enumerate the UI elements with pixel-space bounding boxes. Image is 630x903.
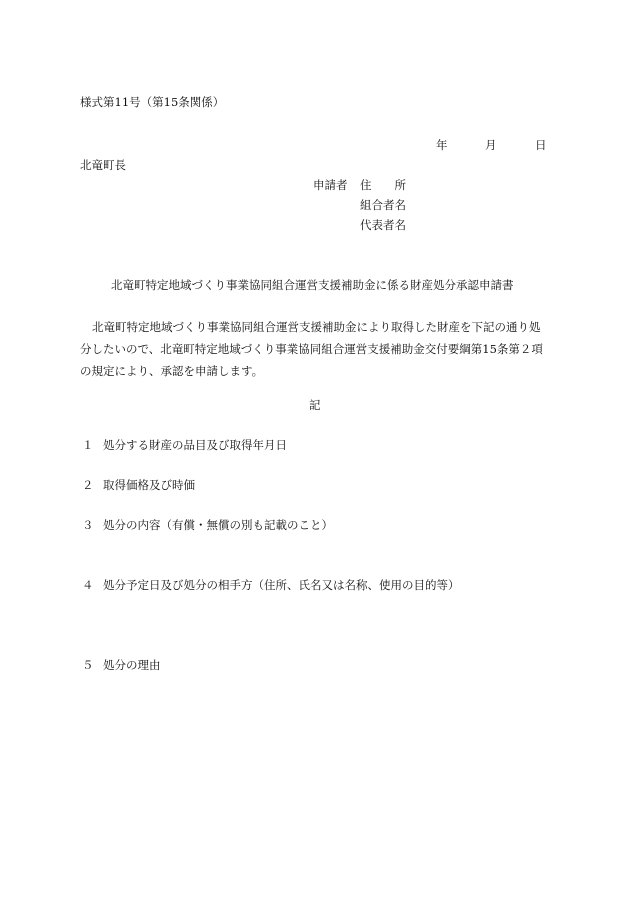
item-2-number: ２ xyxy=(82,478,94,492)
item-2-text: 取得価格及び時価 xyxy=(103,478,195,492)
item-3-number: ３ xyxy=(82,518,94,532)
association-name-label: 組合者名 xyxy=(360,198,406,212)
item-5-text: 処分の理由 xyxy=(103,658,161,672)
date-year-label: 年 xyxy=(436,138,448,152)
addressee: 北竜町長 xyxy=(80,158,126,172)
form-number: 様式第11号（第15条関係） xyxy=(80,95,225,109)
item-3-text: 処分の内容（有償・無償の別も記載のこと） xyxy=(103,518,333,532)
item-1-number: １ xyxy=(82,438,94,452)
ki-heading: 記 xyxy=(309,398,321,412)
item-4-number: ４ xyxy=(82,578,94,592)
item-4-text: 処分予定日及び処分の相手方（住所、氏名又は名称、使用の目的等） xyxy=(103,578,460,592)
body-paragraph: 北竜町特定地域づくり事業協同組合運営支援補助金により取得した財産を下記の通り処分したいので、北竜町特定地域づくり事業協同組合運営支援補助金交付要綱第15条第２項の規定により、承認を申請します。 xyxy=(80,320,543,378)
item-5-number: ５ xyxy=(82,658,94,672)
applicant-label: 申請者 xyxy=(313,178,348,192)
date-month-label: 月 xyxy=(485,138,497,152)
representative-name-label: 代表者名 xyxy=(360,218,406,232)
date-day-label: 日 xyxy=(535,138,547,152)
document-title: 北竜町特定地域づくり事業協同組合運営支援補助金に係る財産処分承認申請書 xyxy=(111,278,514,292)
item-1-text: 処分する財産の品目及び取得年月日 xyxy=(103,438,287,452)
address-label: 住 所 xyxy=(360,178,406,192)
